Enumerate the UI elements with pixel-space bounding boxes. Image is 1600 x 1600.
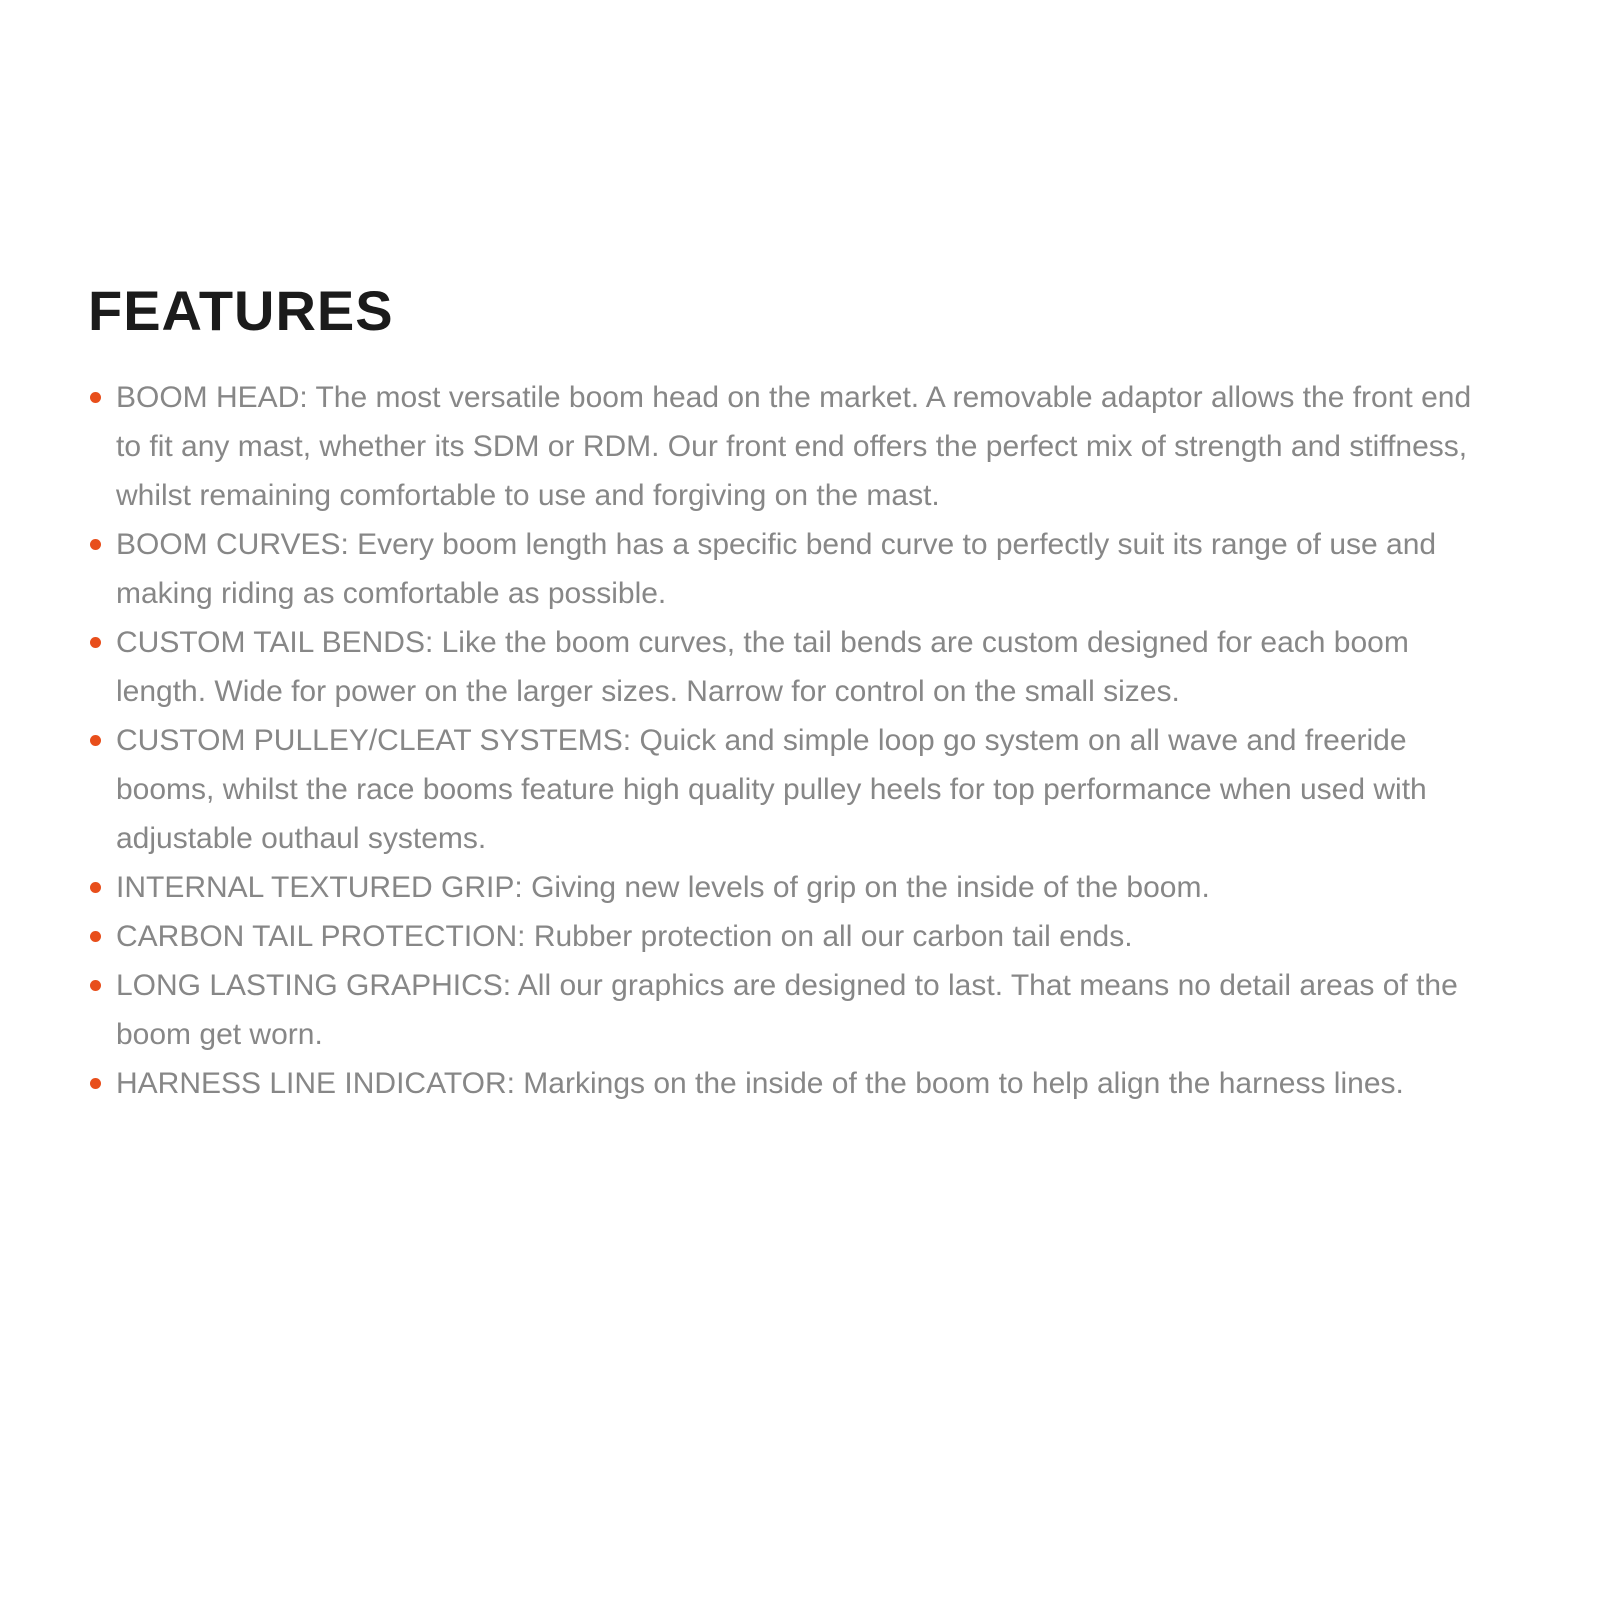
- feature-item-boom-head: BOOM HEAD: The most versatile boom head on the market. A removable adaptor allows the front end to fit any mast, whether its SDM or RDM. Our front end offers the perfect mix of strength and stiffness, whilst remaining comfortable to use and forgiving on the mast.: [88, 373, 1500, 520]
- features-list: [88, 373, 1500, 1108]
- feature-item-custom-tail-bends: CUSTOM TAIL BENDS: Like the boom curves, the tail bends are custom designed for each boom length. Wide for power on the larger sizes. Narrow for control on the small sizes.: [88, 618, 1500, 716]
- feature-item-carbon-tail-protection: CARBON TAIL PROTECTION: Rubber protection on all our carbon tail ends.: [88, 912, 1500, 961]
- feature-item-harness-line-indicator: HARNESS LINE INDICATOR: Markings on the inside of the boom to help align the harness lines.: [88, 1059, 1500, 1108]
- feature-item-custom-pulley-cleat-systems: CUSTOM PULLEY/CLEAT SYSTEMS: Quick and simple loop go system on all wave and freeride booms, whilst the race booms feature high quality pulley heels for top performance when used with adjustable outhaul systems.: [88, 716, 1500, 863]
- feature-item-long-lasting-graphics: LONG LASTING GRAPHICS: All our graphics are designed to last. That means no detail areas of the boom get worn.: [88, 961, 1500, 1059]
- features-heading: FEATURES: [88, 279, 394, 342]
- feature-item-internal-textured-grip: INTERNAL TEXTURED GRIP: Giving new levels of grip on the inside of the boom.: [88, 863, 1500, 912]
- features-section: [88, 279, 1500, 1108]
- feature-item-boom-curves: BOOM CURVES: Every boom length has a specific bend curve to perfectly suit its range of use and making riding as comfortable as possible.: [88, 520, 1500, 618]
